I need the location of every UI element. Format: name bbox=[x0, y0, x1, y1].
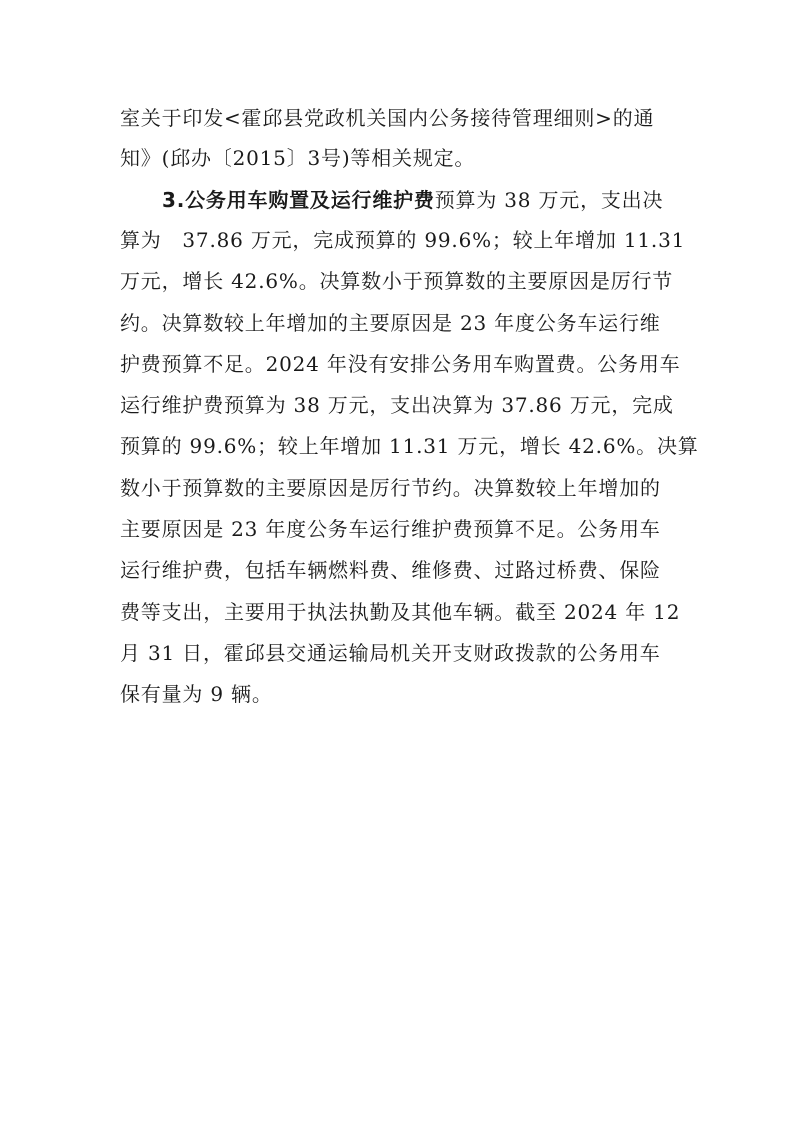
paragraph-line: 保有量为 9 辆。 bbox=[120, 682, 273, 706]
paragraph-line: 主要原因是 23 年度公务车运行维护费预算不足。公务用车 bbox=[120, 517, 661, 541]
paragraph-line: 算为 37.86 万元，完成预算的 99.6%；较上年增加 11.31 bbox=[120, 228, 686, 252]
paragraph-line: 月 31 日，霍邱县交通运输局机关开支财政拨款的公务用车 bbox=[120, 641, 661, 665]
paragraph-line: 万元，增长 42.6%。决算数小于预算数的主要原因是厉行节 bbox=[120, 269, 674, 293]
paragraph-line: 约。决算数较上年增加的主要原因是 23 年度公务车运行维 bbox=[120, 311, 661, 335]
section-3-heading: 3.公务用车购置及运行维护费 bbox=[162, 188, 435, 212]
paragraph-line: 护费预算不足。2024 年没有安排公务用车购置费。公务用车 bbox=[120, 352, 681, 376]
paragraph-line: 费等支出，主要用于执法执勤及其他车辆。截至 2024 年 12 bbox=[120, 600, 681, 624]
paragraph-line: 室关于印发<霍邱县党政机关国内公务接待管理细则>的通 bbox=[120, 106, 655, 130]
paragraph-line: 预算为 38 万元，支出决 bbox=[434, 188, 664, 212]
paragraph-line: 数小于预算数的主要原因是厉行节约。决算数较上年增加的 bbox=[120, 476, 661, 500]
paragraph-line: 运行维护费预算为 38 万元，支出决算为 37.86 万元，完成 bbox=[120, 393, 674, 417]
paragraph-line: 运行维护费，包括车辆燃料费、维修费、过路过桥费、保险 bbox=[120, 558, 661, 582]
paragraph-line: 预算的 99.6%；较上年增加 11.31 万元，增长 42.6%。决算 bbox=[120, 434, 699, 458]
section-3-first-line bbox=[162, 188, 680, 212]
paragraph-line: 知》(邱办〔2015〕3号)等相关规定。 bbox=[120, 146, 476, 170]
